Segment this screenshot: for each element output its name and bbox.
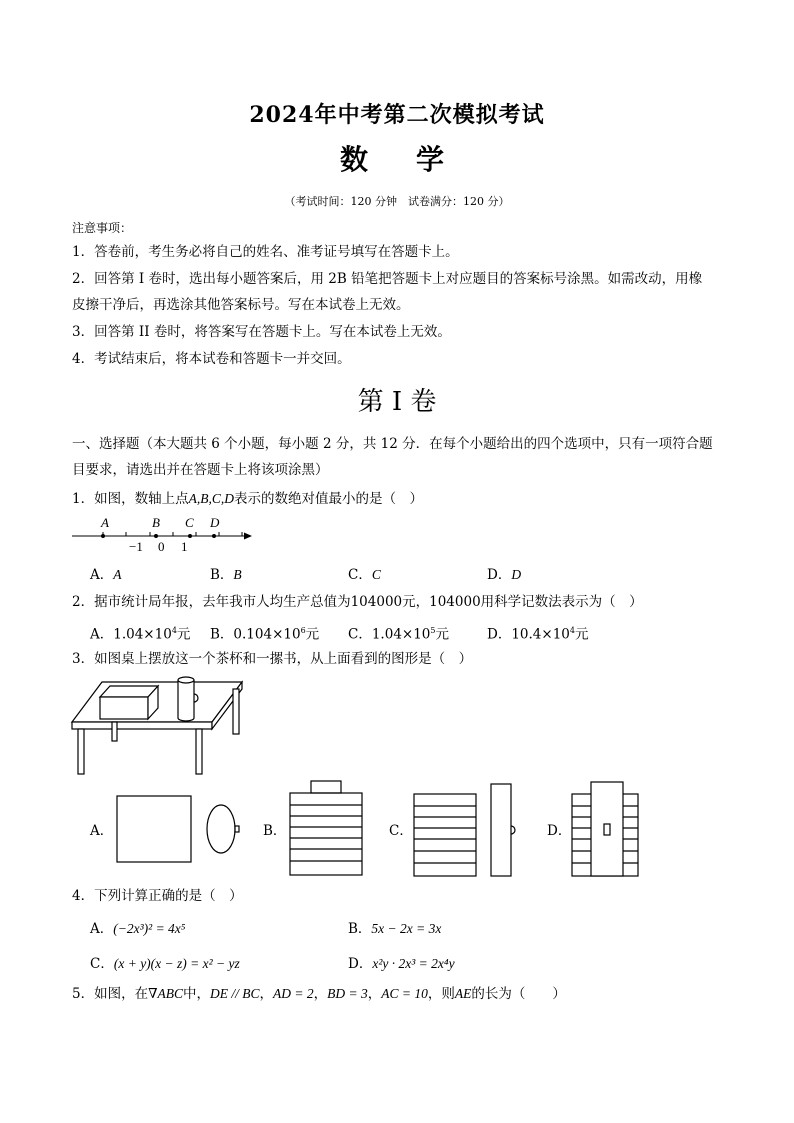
exam-info: （考试时间：120 分钟 试卷满分：120 分）	[284, 195, 510, 208]
q1-option-a: A．A	[90, 567, 122, 583]
notice-item-1: 1．答卷前，考生务必将自己的姓名、准考证号填写在答题卡上。	[72, 244, 459, 260]
label-c: C	[185, 515, 194, 530]
q3-option-a-figure	[116, 795, 240, 865]
notice-item-2-cont: 皮擦干净后，再选涂其他答案标号。写在本试卷上无效。	[72, 297, 410, 313]
q4-option-a: A．(−2x³)² = 4x⁵	[90, 921, 186, 937]
subject-title: 数 学	[339, 143, 454, 176]
q2-option-d: D．$10.4\times 10^4$元	[487, 626, 589, 643]
tick-label-minus1: −1	[129, 539, 143, 554]
q3-option-d-letter: D．	[547, 823, 572, 839]
label-d: D	[210, 515, 220, 530]
q3-option-c-letter: C．	[389, 823, 413, 839]
part1-header-line1: 一、选择题（本大题共 6 个小题，每小题 2 分，共 12 分．在每个小题给出的四个选项中，只有一项符合题	[72, 436, 713, 452]
q1-option-c: C．C	[348, 567, 381, 583]
q4-option-b: B．5x − 2x = 3x	[348, 921, 442, 937]
notice-heading: 注意事项：	[72, 221, 133, 235]
q4-option-d: D．x²y · 2x³ = 2x⁴y	[348, 956, 455, 972]
label-b: B	[152, 515, 160, 530]
notice-item-2: 2．回答第 I 卷时，选出每小题答案后，用 2B 铅笔把答题卡上对应题目的答案标号涂黑。如需改动，用橡	[72, 271, 703, 287]
q5-stem: 5．如图，在∇ABC中，DE // BC，AD = 2，BD = 3，AC = 10，则AE的长为（ ）	[72, 986, 566, 1002]
q3-option-d-figure	[571, 780, 641, 878]
q1-option-b: B．B	[210, 567, 242, 583]
point-d	[212, 534, 216, 538]
q1-stem: 1．如图，数轴上点A,B,C,D表示的数绝对值最小的是（ ）	[72, 491, 423, 507]
part1-header-line2: 目要求，请选出并在答题卡上将该项涂黑）	[72, 462, 329, 478]
label-a: A	[101, 515, 109, 530]
q1-points: A,B,C,D	[188, 491, 234, 506]
section-title: 第 I 卷	[357, 387, 437, 417]
point-c	[188, 534, 192, 538]
q4-stem: 4．下列计算正确的是（ ）	[72, 888, 243, 904]
notice-item-4: 4．考试结束后，将本试卷和答题卡一并交回。	[72, 351, 351, 367]
point-a	[101, 534, 105, 538]
q4-option-c: C．(x + y)(x − z) = x² − yz	[90, 956, 240, 972]
q3-option-b-figure	[289, 780, 367, 878]
q3-option-c-figure	[413, 780, 525, 878]
exam-title: 2024年中考第二次模拟考试	[249, 102, 545, 128]
q3-option-a-letter: A．	[90, 823, 114, 839]
q3-option-b-letter: B．	[263, 823, 287, 839]
number-line-figure	[70, 512, 260, 556]
q2-option-c: C．$1.04\times 10^5$元	[348, 626, 449, 643]
notice-item-3: 3．回答第 II 卷时，将答案写在答题卡上。写在本试卷上无效。	[72, 324, 451, 340]
tick-label-0: 0	[158, 539, 165, 554]
q2-option-a: A．$1.04\times 10^4$元	[90, 626, 191, 643]
table-figure	[70, 672, 250, 777]
q2-stem: 2．据市统计局年报，去年我市人均生产总值为104000元，104000用科学记数法表示为（ ）	[72, 594, 643, 610]
q2-option-b: B．$0.104\times 10^6$元	[210, 626, 320, 643]
q3-stem: 3．如图桌上摆放这一个茶杯和一摞书，从上面看到的图形是（ ）	[72, 651, 473, 667]
q1-option-d: D．D	[487, 567, 522, 583]
point-b	[154, 534, 158, 538]
tick-label-1: 1	[181, 539, 188, 554]
